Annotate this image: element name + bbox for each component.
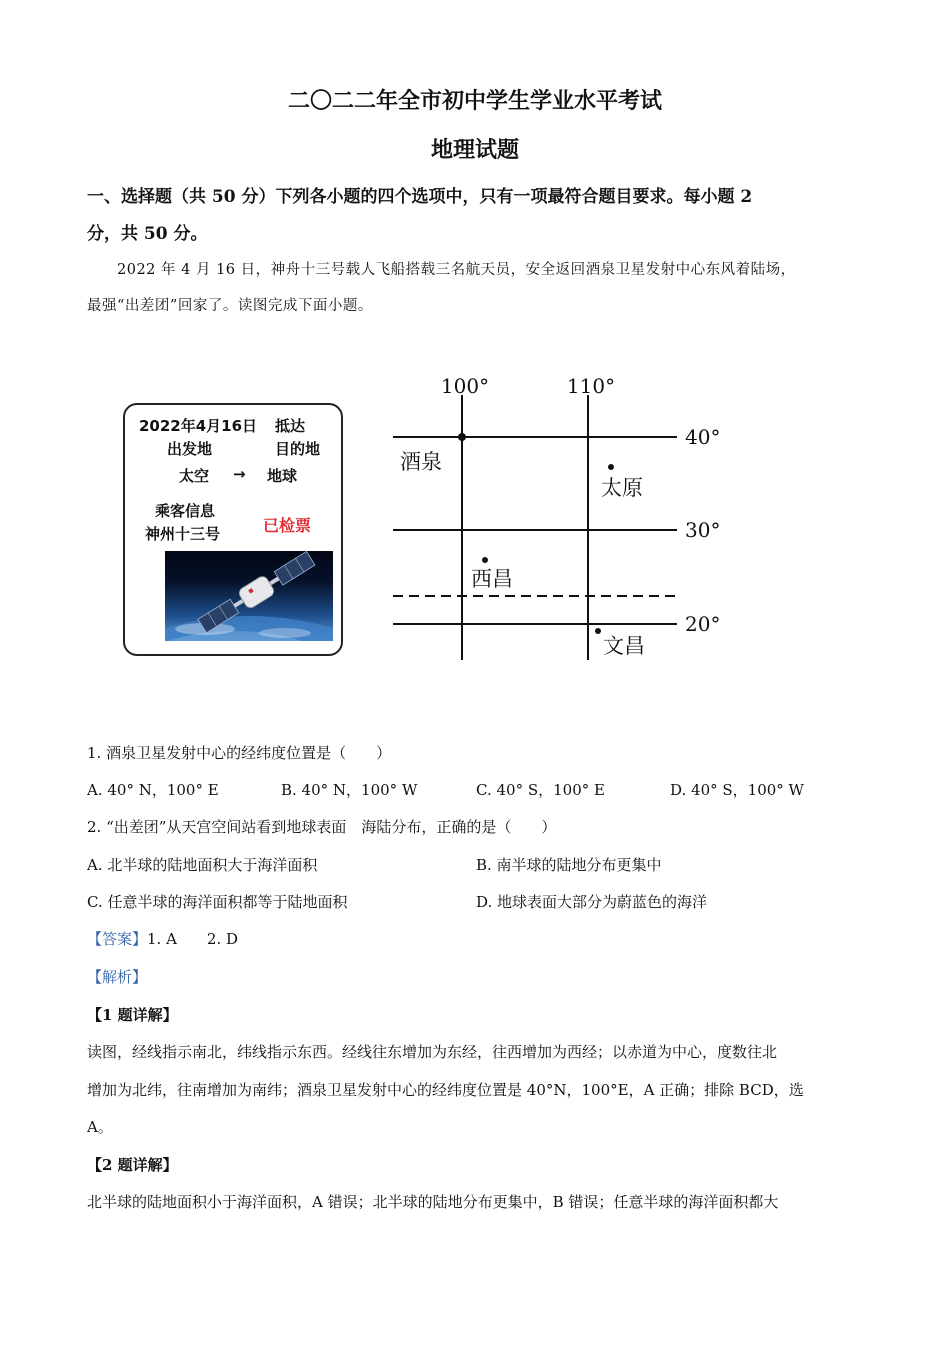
wenchang-dot	[595, 628, 601, 634]
lon-label-110: 110°	[566, 374, 616, 398]
answer-label: 【答案】	[87, 930, 148, 948]
intro-line2: 最强“出差团”回家了。读图完成下面小题。	[87, 298, 373, 314]
xichang-dot	[482, 557, 488, 563]
answer-row	[87, 928, 238, 949]
ticket-dest-label: 目的地	[275, 440, 321, 458]
ticket-date: 2022年4月16日	[139, 417, 258, 435]
spacecraft-illustration	[165, 551, 333, 641]
place-xichang: 西昌	[471, 567, 513, 591]
place-jiuquan: 酒泉	[400, 450, 442, 474]
taiyuan-dot	[608, 464, 614, 470]
q2-stem: 2. “出差团”从天宫空间站看到地球表面 海陆分布，正确的是（ ）	[87, 818, 557, 836]
q1-option-b: B. 40° N，100° W	[281, 781, 418, 799]
arrow-right-icon: →	[233, 465, 246, 483]
coordinate-map	[385, 370, 745, 670]
detail1-line3: A。	[87, 1118, 113, 1136]
q1-option-c: C. 40° S，100° E	[476, 781, 605, 799]
q1-option-d: D. 40° S，100° W	[670, 781, 804, 799]
lat-label-30: 30°	[685, 518, 721, 542]
page-title: 二〇二二年全市初中学生学业水平考试	[287, 88, 662, 114]
intro-line1: 2022 年 4 月 16 日，神舟十三号载人飞船搭载三名航天员，安全返回酒泉卫星发射中心东风着陆场，	[117, 262, 796, 278]
detail2-line1: 北半球的陆地面积小于海洋面积，A 错误；北半球的陆地分布更集中，B 错误；任意半球的海洋面积都大	[87, 1193, 779, 1211]
q1-option-a: A. 40° N，100° E	[87, 781, 219, 799]
lat-label-40: 40°	[685, 425, 721, 449]
q2-option-c: C. 任意半球的海洋面积都等于陆地面积	[87, 893, 348, 911]
analysis-label: 【解析】	[87, 968, 148, 986]
ticket-from: 太空	[179, 467, 210, 485]
place-wenchang: 文昌	[603, 634, 645, 658]
ticket-passenger: 神州十三号	[145, 525, 221, 543]
lat-label-20: 20°	[685, 612, 721, 636]
ticket-arrive: 抵达	[275, 417, 306, 435]
lon-label-100: 100°	[440, 374, 490, 398]
ticket-panel	[123, 403, 343, 656]
detail1-line2: 增加为北纬，往南增加为南纬；酒泉卫星发射中心的经纬度位置是 40°N，100°E，A 正确；排除 BCD，选	[87, 1081, 804, 1099]
q2-option-d: D. 地球表面大部分为蔚蓝色的海洋	[476, 893, 708, 911]
ticket-passenger-label: 乘客信息	[155, 502, 216, 520]
detail1-label: 【1 题详解】	[87, 1006, 178, 1024]
page-subtitle: 地理试题	[430, 137, 519, 163]
q2-option-b: B. 南半球的陆地分布更集中	[476, 856, 662, 874]
place-taiyuan: 太原	[601, 476, 643, 500]
detail2-label: 【2 题详解】	[87, 1156, 178, 1174]
q2-option-a: A. 北半球的陆地面积大于海洋面积	[87, 856, 318, 874]
q1-stem: 1. 酒泉卫星发射中心的经纬度位置是（ ）	[87, 744, 392, 762]
spacecraft-photo	[165, 551, 333, 641]
ticket-to: 地球	[267, 467, 298, 485]
section-heading-line2: 分，共 50 分。	[87, 224, 208, 244]
section-heading-line1: 一、选择题（共 50 分）下列各小题的四个选项中，只有一项最符合题目要求。每小题 2	[87, 187, 753, 207]
jiuquan-dot	[458, 433, 466, 441]
answer-text: 1. A 2. D	[147, 930, 239, 948]
ticket-stamp: 已检票	[263, 516, 312, 535]
detail1-line1: 读图，经线指示南北，纬线指示东西。经线往东增加为东经，往西增加为西经；以赤道为中心，度数往北	[87, 1043, 778, 1061]
ticket-depart-label: 出发地	[167, 440, 213, 458]
